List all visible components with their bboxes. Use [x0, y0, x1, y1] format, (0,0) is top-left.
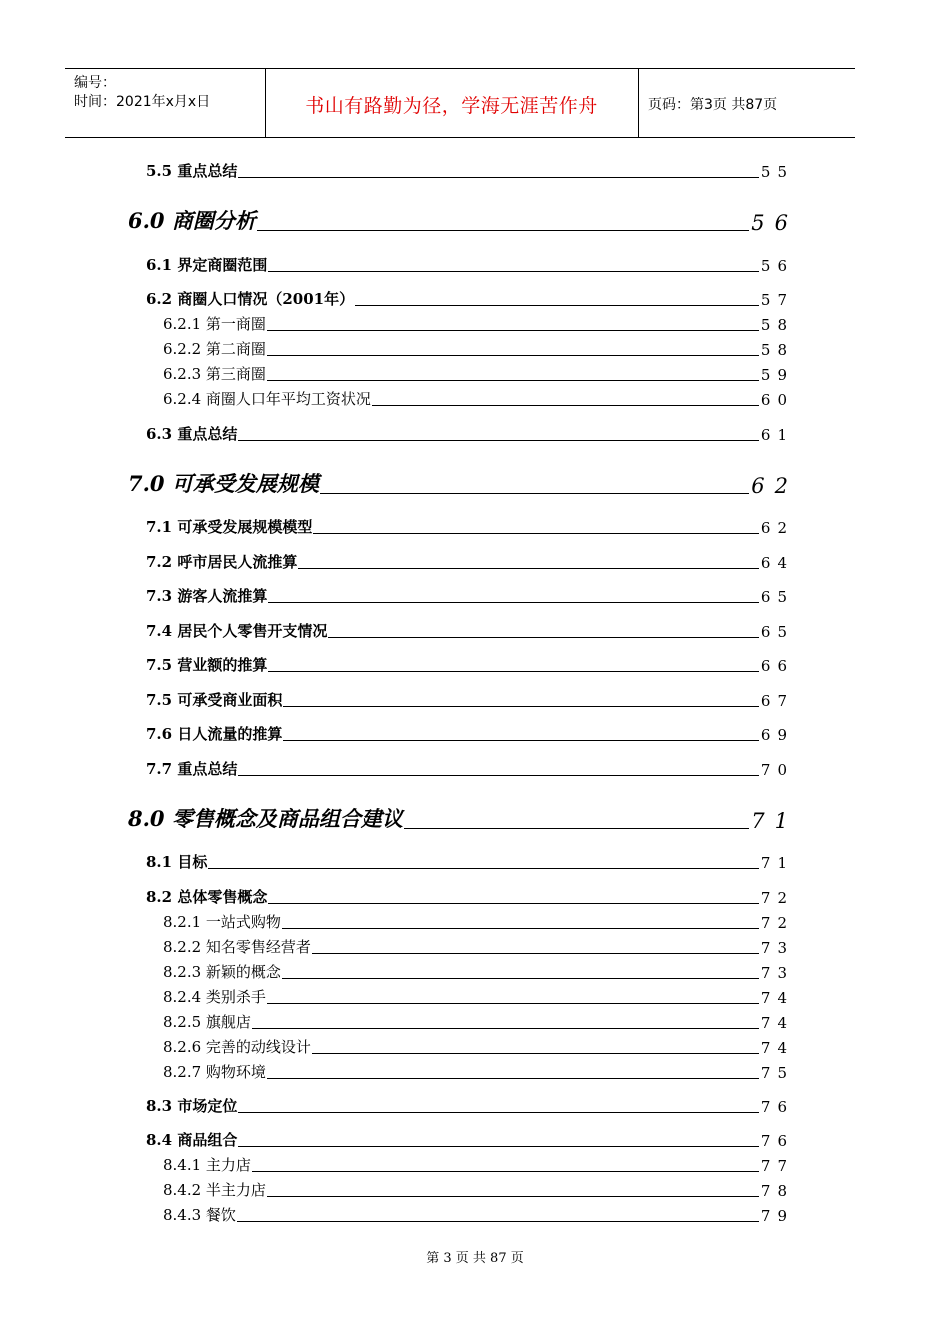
toc-leader-line — [238, 1146, 759, 1147]
toc-entry-page: 73 — [760, 964, 794, 982]
toc-leader-line — [267, 1003, 759, 1004]
toc-entry-page: 71 — [751, 809, 798, 833]
toc-leader-line — [237, 1221, 759, 1222]
toc-subsection[interactable] — [163, 1204, 794, 1225]
toc-leader-line — [268, 903, 759, 904]
toc-section[interactable] — [146, 1095, 794, 1116]
toc-entry-title: 8.2.4 类别杀手 — [163, 988, 266, 1006]
toc-leader-line — [355, 305, 759, 306]
toc-subsection[interactable] — [163, 936, 794, 957]
toc-entry-title: 6.3 重点总结 — [146, 425, 238, 443]
toc-subsection[interactable] — [163, 961, 794, 982]
toc-entry-page: 76 — [760, 1098, 794, 1116]
toc-entry-title: 5.5 重点总结 — [146, 162, 238, 180]
toc-entry-page: 72 — [760, 914, 794, 932]
toc-section[interactable] — [146, 160, 794, 181]
toc-section[interactable] — [146, 254, 794, 275]
toc-section[interactable] — [146, 288, 794, 309]
toc-entry-title: 8.4.1 主力店 — [163, 1156, 251, 1174]
toc-section[interactable] — [146, 620, 794, 641]
toc-entry-title: 7.5 可承受商业面积 — [146, 691, 283, 709]
toc-entry-page: 65 — [760, 588, 794, 606]
toc-entry-page: 70 — [760, 761, 794, 779]
toc-entry-title: 6.2.4 商圈人口年平均工资状况 — [163, 390, 371, 408]
toc-leader-line — [267, 1078, 759, 1079]
toc-entry-page: 65 — [760, 623, 794, 641]
toc-entry-page: 57 — [760, 291, 794, 309]
toc-section[interactable] — [146, 516, 794, 537]
toc-entry-page: 77 — [760, 1157, 794, 1175]
toc-entry-page: 67 — [760, 692, 794, 710]
toc-leader-line — [267, 330, 759, 331]
toc-leader-line — [320, 493, 749, 494]
toc-section[interactable] — [146, 1129, 794, 1150]
toc-entry-title: 8.0 零售概念及商品组合建议 — [128, 806, 403, 831]
toc-entry-title: 6.2 商圈人口情况（2001年） — [146, 290, 355, 308]
toc-section[interactable] — [146, 654, 794, 675]
toc-leader-line — [267, 1196, 759, 1197]
toc-entry-page: 74 — [760, 989, 794, 1007]
toc-leader-line — [282, 978, 759, 979]
toc-section[interactable] — [146, 585, 794, 606]
toc-entry-title: 8.2.6 完善的动线设计 — [163, 1038, 311, 1056]
toc-subsection[interactable] — [163, 338, 794, 359]
toc-entry-page: 60 — [760, 391, 794, 409]
toc-section[interactable] — [146, 851, 794, 872]
time-label: 时间：2021年x月x日 — [74, 94, 211, 110]
toc-entry-title: 7.6 日人流量的推算 — [146, 725, 283, 743]
toc-entry-title: 6.1 界定商圈范围 — [146, 256, 268, 274]
toc-leader-line — [268, 602, 759, 603]
toc-section[interactable] — [146, 886, 794, 907]
toc-leader-line — [252, 1171, 759, 1172]
toc-leader-line — [312, 1053, 759, 1054]
toc-subsection[interactable] — [163, 1036, 794, 1057]
toc-entry-title: 6.0 商圈分析 — [128, 208, 256, 233]
toc-entry-title: 6.2.1 第一商圈 — [163, 315, 266, 333]
toc-subsection[interactable] — [163, 388, 794, 409]
toc-leader-line — [404, 828, 749, 829]
toc-entry-title: 8.2 总体零售概念 — [146, 888, 268, 906]
toc-entry-page: 66 — [760, 657, 794, 675]
toc-section[interactable] — [146, 423, 794, 444]
toc-entry-page: 56 — [760, 257, 794, 275]
toc-entry-title: 8.2.1 一站式购物 — [163, 913, 281, 931]
toc-leader-line — [252, 1028, 759, 1029]
toc-subsection[interactable] — [163, 1011, 794, 1032]
toc-leader-line — [328, 637, 759, 638]
toc-entry-page: 72 — [760, 889, 794, 907]
toc-section[interactable] — [146, 758, 794, 779]
toc-subsection[interactable] — [163, 986, 794, 1007]
toc-entry-title: 8.2.2 知名零售经营者 — [163, 938, 311, 956]
toc-entry-title: 8.4.2 半主力店 — [163, 1181, 266, 1199]
toc-entry-title: 7.5 营业额的推算 — [146, 656, 268, 674]
toc-entry-page: 61 — [760, 426, 794, 444]
toc-entry-page: 78 — [760, 1182, 794, 1200]
toc-entry-title: 7.3 游客人流推算 — [146, 587, 268, 605]
toc-entry-page: 73 — [760, 939, 794, 957]
toc-leader-line — [238, 775, 759, 776]
toc-entry-page: 76 — [760, 1132, 794, 1150]
toc-entry-title: 7.1 可承受发展规模模型 — [146, 518, 313, 536]
header-motto: 书山有路勤为径，学海无涯苦作舟 — [305, 95, 598, 117]
toc-entry-title: 8.4 商品组合 — [146, 1131, 238, 1149]
page-footer: 第 3 页 共 87 页 — [426, 1251, 524, 1266]
header-page-info: 页码：第3页 共87页 — [648, 97, 778, 113]
toc-entry-title: 6.2.2 第二商圈 — [163, 340, 266, 358]
toc-entry-page: 58 — [760, 341, 794, 359]
toc-entry-title: 8.4.3 餐饮 — [163, 1206, 236, 1224]
toc-section[interactable] — [146, 551, 794, 572]
toc-entry-page: 59 — [760, 366, 794, 384]
toc-entry-page: 75 — [760, 1064, 794, 1082]
toc-subsection[interactable] — [163, 1179, 794, 1200]
toc-entry-title: 8.1 目标 — [146, 853, 208, 871]
toc-leader-line — [282, 928, 759, 929]
toc-entry-page: 74 — [760, 1039, 794, 1057]
toc-entry-page: 74 — [760, 1014, 794, 1032]
toc-entry-page: 55 — [760, 163, 794, 181]
toc-section[interactable] — [146, 689, 794, 710]
toc-leader-line — [372, 405, 759, 406]
toc-entry-title: 7.2 呼市居民人流推算 — [146, 553, 298, 571]
toc-subsection[interactable] — [163, 911, 794, 932]
toc-leader-line — [267, 380, 759, 381]
toc-chapter[interactable] — [128, 803, 798, 833]
toc-entry-page: 62 — [760, 519, 794, 537]
toc-entry-title: 6.2.3 第三商圈 — [163, 365, 266, 383]
toc-subsection[interactable] — [163, 313, 794, 334]
toc-section[interactable] — [146, 723, 794, 744]
toc-leader-line — [268, 271, 759, 272]
toc-subsection[interactable] — [163, 1061, 794, 1082]
toc-leader-line — [283, 706, 759, 707]
toc-leader-line — [238, 440, 759, 441]
toc-entry-title: 8.3 市场定位 — [146, 1097, 238, 1115]
toc-subsection[interactable] — [163, 363, 794, 384]
toc-chapter[interactable] — [128, 468, 798, 498]
toc-entry-page: 56 — [751, 211, 798, 235]
toc-entry-title: 7.0 可承受发展规模 — [128, 471, 319, 496]
toc-entry-title: 7.7 重点总结 — [146, 760, 238, 778]
toc-leader-line — [238, 1112, 759, 1113]
toc-chapter[interactable] — [128, 205, 798, 235]
toc-entry-title: 8.2.7 购物环境 — [163, 1063, 266, 1081]
toc-entry-page: 62 — [751, 474, 798, 498]
toc-entry-title: 8.2.5 旗舰店 — [163, 1013, 251, 1031]
toc-leader-line — [267, 355, 759, 356]
toc-leader-line — [208, 868, 759, 869]
toc-entry-page: 69 — [760, 726, 794, 744]
toc-leader-line — [298, 568, 759, 569]
toc-leader-line — [312, 953, 759, 954]
toc-entry-title: 7.4 居民个人零售开支情况 — [146, 622, 328, 640]
toc-leader-line — [283, 740, 759, 741]
toc-entry-page: 58 — [760, 316, 794, 334]
toc-leader-line — [268, 671, 759, 672]
toc-entry-title: 8.2.3 新颖的概念 — [163, 963, 281, 981]
toc-subsection[interactable] — [163, 1154, 794, 1175]
toc-entry-page: 71 — [760, 854, 794, 872]
toc-leader-line — [257, 230, 749, 231]
serial-label: 编号： — [74, 75, 116, 91]
toc-entry-page: 79 — [760, 1207, 794, 1225]
toc-leader-line — [238, 177, 759, 178]
toc-leader-line — [313, 533, 759, 534]
toc-entry-page: 64 — [760, 554, 794, 572]
